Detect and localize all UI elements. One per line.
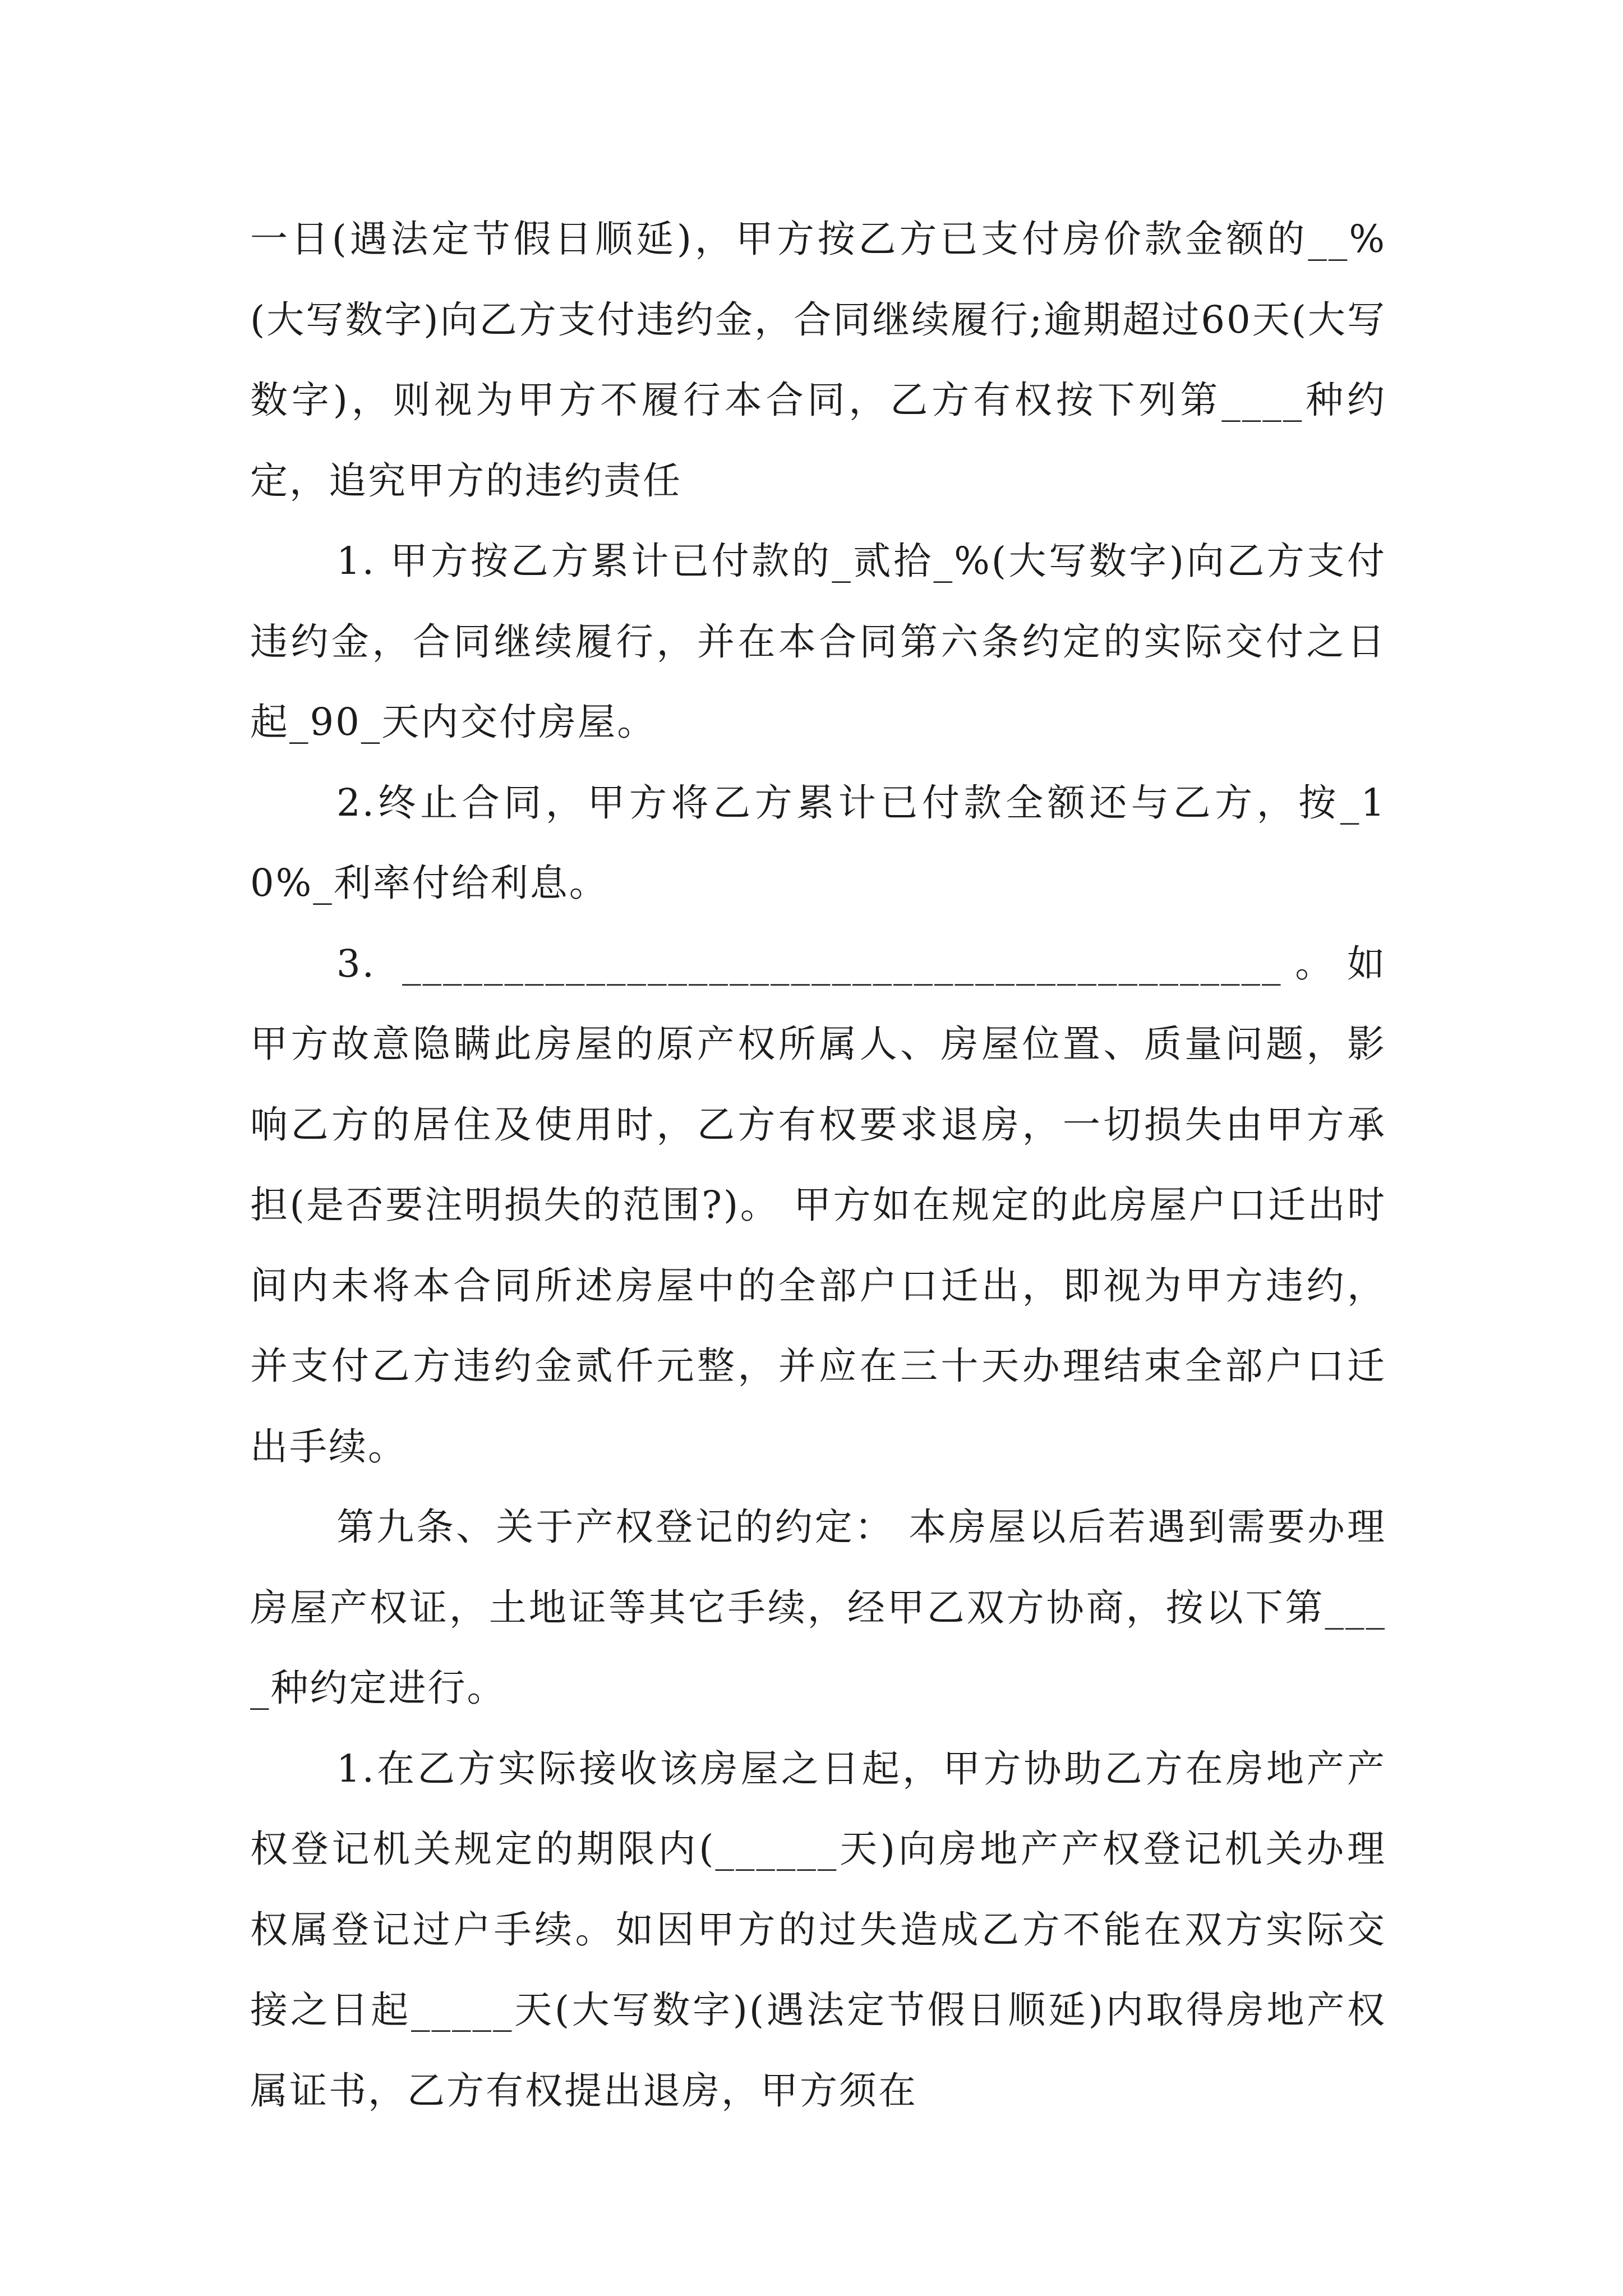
paragraph-option-1-penalty: 1. 甲方按乙方累计已付款的_贰拾_%(大写数字)向乙方支付违约金，合同继续履行，并在本合同第六条约定的实际交付之日起_90_天内交付房屋。 <box>250 539 1386 744</box>
paragraph-option-3-concealment: 3. ___________________________________________。如甲方故意隐瞒此房屋的原产权所属人、房屋位置、质量问题，影响乙方的居住及使用时，乙方有权要求退房，一切损失由甲方承担(是否要注明损失的范围?)。 甲方如在规定的此房屋户口迁出时间内未将本合同所述房屋中的全部户口迁出，即视为甲方违约，并支付乙方违约金贰仟元整，并应在三十天办理结束全部户口迁出手续。 <box>250 941 1386 1469</box>
document-body <box>250 199 1386 2131</box>
paragraph-article-9-title-registration: 第九条、关于产权登记的约定： 本房屋以后若遇到需要办理房屋产权证，土地证等其它手续，经甲乙双方协商，按以下第____种约定进行。 <box>250 1505 1386 1710</box>
paragraph-article-9-option-1: 1.在乙方实际接收该房屋之日起，甲方协助乙方在房地产产权登记机关规定的期限内(______天)向房地产产权登记机关办理权属登记过户手续。如因甲方的过失造成乙方不能在双方实际交接之日起_____天(大写数字)(遇法定节假日顺延)内取得房地产权属证书，乙方有权提出退房，甲方须在 <box>250 1746 1386 2113</box>
paragraph-breach-penalty-continuation: 一日(遇法定节假日顺延)，甲方按乙方已支付房价款金额的__%(大写数字)向乙方支付违约金，合同继续履行;逾期超过60天(大写数字)，则视为甲方不履行本合同，乙方有权按下列第____种约定，追究甲方的违约责任 <box>250 217 1386 503</box>
paragraph-option-2-terminate: 2.终止合同，甲方将乙方累计已付款全额还与乙方，按_10%_利率付给利息。 <box>250 780 1386 905</box>
